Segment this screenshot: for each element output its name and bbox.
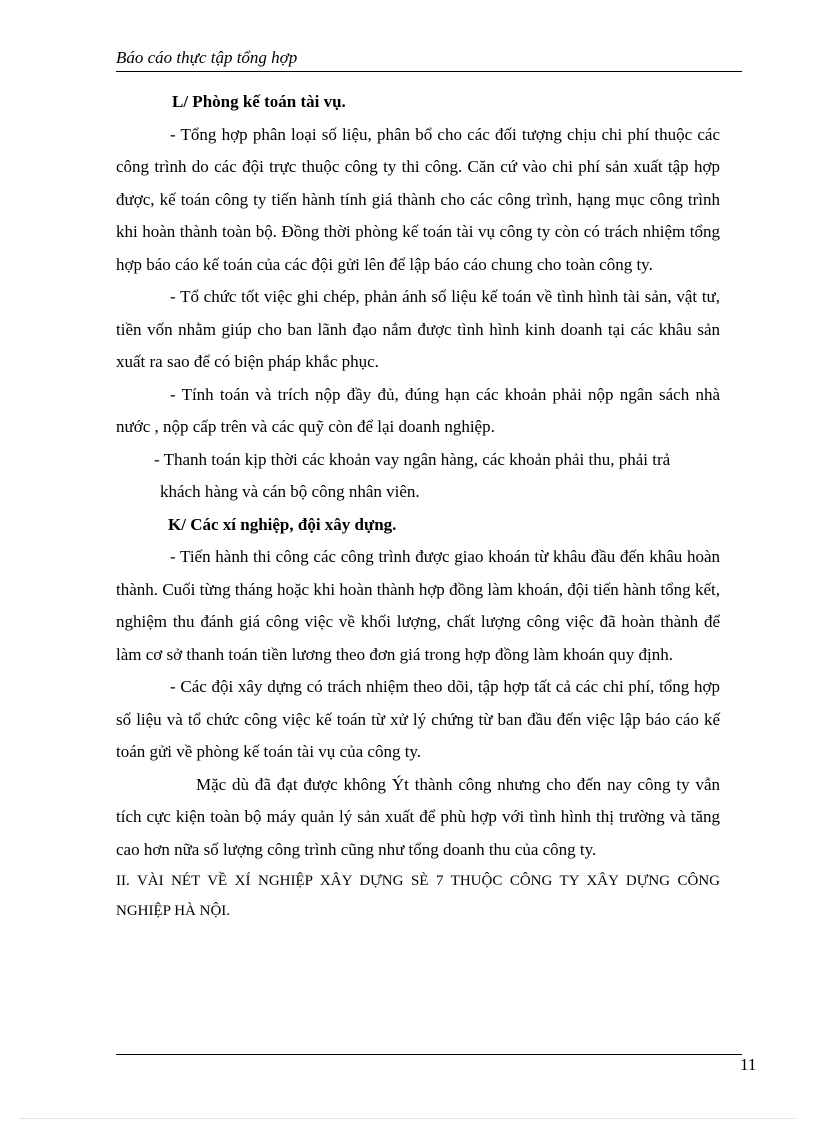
page-number: 11	[740, 1055, 757, 1074]
section-l-paragraph-4a: - Thanh toán kịp thời các khoản vay ngân hàng, các khoản phải thu, phải trả	[154, 449, 671, 469]
section-k-paragraph-2: - Các đội xây dựng có trách nhiệm theo dõi, tập hợp tất cả các chi phí, tổng hợp số liệu và tổ chức công việc kế toán từ xử lý chứng từ ban đầu đến việc lập báo cáo kế toán gửi về phòng kế toán tài vụ của công ty.	[116, 677, 720, 761]
section-l-paragraph-1: - Tổng hợp phân loại số liệu, phân bổ cho các đối tượng chịu chi phí thuộc các công trình do các đội trực thuộc công ty thi công. Căn cứ vào chi phí sản xuất tập hợp được, kế toán công ty tiến hành tính giá thành cho các công trình, hạng mục công trình khi hoàn thành toàn bộ. Đồng thời phòng kế toán tài vụ công ty còn có trách nhiệm tổng hợp báo cáo kế toán của các đội gửi lên để lập báo cáo chung cho toàn công ty.	[116, 124, 720, 274]
section-l-paragraph-2: - Tổ chức tốt việc ghi chép, phản ánh số liệu kế toán về tình hình tài sản, vật tư, tiền vốn nhằm giúp cho ban lãnh đạo nắm được tình hình kinh doanh tại các khâu sản xuất ra sao để có biện pháp khắc phục.	[116, 287, 720, 371]
section-k-paragraph-1: - Tiến hành thi công các công trình được giao khoán từ khâu đầu đến khâu hoàn thành. Cuối từng tháng hoặc khi hoàn thành hợp đồng làm khoán, đội tiến hành tổng kết, nghiệm thu đánh giá công việc về khối lượng, chất lượng công việc đã hoàn thành để làm cơ sở thanh toán tiền lương theo đơn giá trong hợp đồng làm khoán quy định.	[116, 547, 720, 664]
closing-paragraph: Mặc dù đã đạt được không Ýt thành công nhưng cho đến nay công ty vẫn tích cực kiện toàn bộ máy quản lý sản xuất để phù hợp với tình hình thị trường và tăng cao hơn nữa số lượng công trình cũng như tổng doanh thu của công ty.	[116, 774, 720, 859]
page-header: Báo cáo thực tập tổng hợp	[116, 48, 742, 72]
section-ii-heading: II. VÀI NÉT VỀ XÍ NGHIỆP XÂY DỰNG SÈ 7 THUỘC CÔNG TY XÂY DỰNG CÔNG NGHIỆP HÀ NỘI.	[116, 873, 720, 919]
section-k-heading: K/ Các xí nghiệp, đội xây dựng.	[168, 514, 397, 534]
document-body	[116, 86, 720, 926]
page-bottom-edge	[20, 1118, 796, 1119]
section-l-paragraph-4b: khách hàng và cán bộ công nhân viên.	[160, 482, 420, 501]
section-l-heading: L/ Phòng kế toán tài vụ.	[172, 92, 346, 111]
footer-divider	[116, 1054, 742, 1055]
section-l-paragraph-3: - Tính toán và trích nộp đầy đủ, đúng hạn các khoản phải nộp ngân sách nhà nước , nộp cấp trên và các quỹ còn để lại doanh nghiệp.	[116, 384, 720, 436]
